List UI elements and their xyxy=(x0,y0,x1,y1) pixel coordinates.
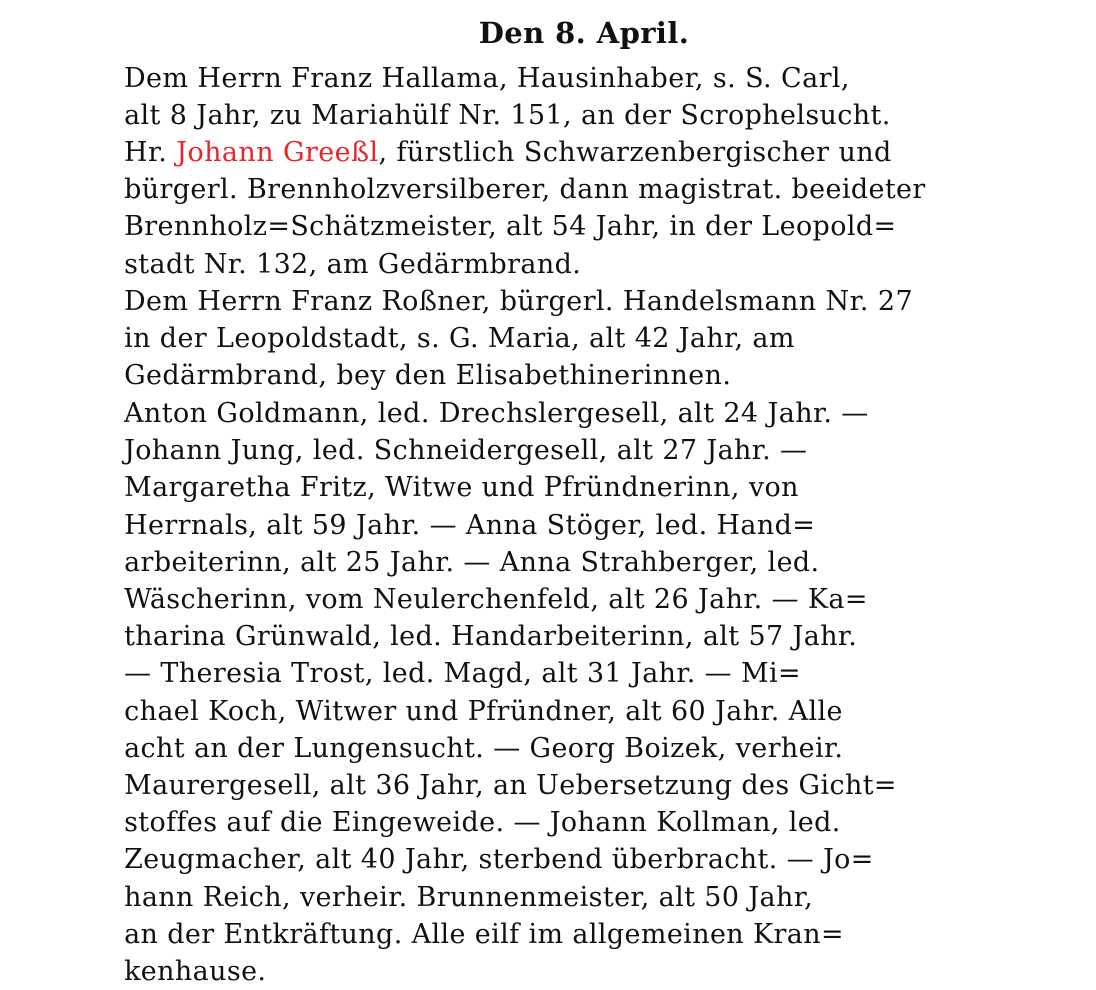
entry-line: Herrnals, alt 59 Jahr. — Anna Stöger, led. Hand= xyxy=(124,509,816,541)
entry-line: Zeugmacher, alt 40 Jahr, sterbend überbracht. — Jo= xyxy=(124,844,874,876)
entry-line: Dem Herrn Franz Hallama, Hausinhaber, s. S. Carl, xyxy=(124,63,850,94)
entry-line: Wäscherinn, vom Neulerchenfeld, alt 26 Jahr. — Ka= xyxy=(124,584,868,616)
entry-line: in der Leopoldstadt, s. G. Maria, alt 42 Jahr, am xyxy=(124,323,795,355)
entry-line: tharina Grünwald, led. Handarbeiterinn, alt 57 Jahr. xyxy=(124,621,858,653)
entry-prefix: Hr. xyxy=(124,137,177,168)
entry-line: — Theresia Trost, led. Magd, alt 31 Jahr. — Mi= xyxy=(124,658,801,690)
entry-line: Margaretha Fritz, Witwe und Pfründnerinn, von xyxy=(124,472,799,504)
death-entry xyxy=(124,395,1022,990)
entry-line: Johann Jung, led. Schneidergesell, alt 27 Jahr. — xyxy=(124,435,808,467)
entry-line: alt 8 Jahr, zu Mariahülf Nr. 151, an der Scrophelsucht. xyxy=(124,100,891,132)
entry-line: an der Entkräftung. Alle eilf im allgemeinen Kran= xyxy=(124,918,844,950)
entry-line: stoffes auf die Eingeweide. — Johann Kollman, led. xyxy=(124,807,841,839)
entry-line: arbeiterinn, alt 25 Jahr. — Anna Strahberger, led. xyxy=(124,546,820,578)
entry-line: Dem Herrn Franz Roßner, bürgerl. Handelsmann Nr. 27 xyxy=(124,286,914,317)
date-heading: Den 8. April. xyxy=(478,16,690,50)
entry-line: kenhause. xyxy=(124,956,267,988)
death-entry xyxy=(124,60,1022,134)
entry-line xyxy=(124,134,1022,171)
death-entry xyxy=(124,283,1022,395)
entry-line: bürgerl. Brennholzversilberer, dann magistrat. beeideter xyxy=(124,174,926,206)
death-entry xyxy=(124,134,1022,283)
entry-line: Gedärmbrand, bey den Elisabethinerinnen. xyxy=(124,360,732,392)
entry-line-rest: , fürstlich Schwarzenbergischer und xyxy=(378,137,892,168)
entry-line: Maurergesell, alt 36 Jahr, an Uebersetzung des Gicht= xyxy=(124,770,897,802)
entry-line: Anton Goldmann, led. Drechslergesell, alt 24 Jahr. — xyxy=(124,398,869,429)
highlighted-name: Johann Greeßl xyxy=(176,137,379,168)
entry-line: stadt Nr. 132, am Gedärmbrand. xyxy=(124,248,582,280)
entry-line: acht an der Lungensucht. — Georg Boizek, verheir. xyxy=(124,732,844,764)
entry-line: Brennholz=Schätzmeister, alt 54 Jahr, in der Leopold= xyxy=(124,211,897,243)
entry-line: chael Koch, Witwer und Pfründner, alt 60 Jahr. Alle xyxy=(124,695,843,727)
entry-line: hann Reich, verheir. Brunnenmeister, alt 50 Jahr, xyxy=(124,881,814,913)
